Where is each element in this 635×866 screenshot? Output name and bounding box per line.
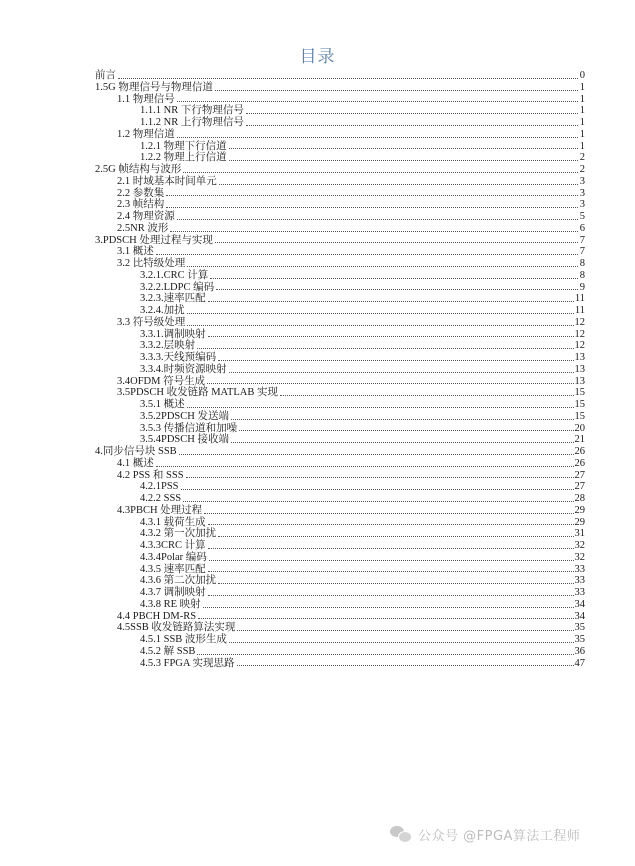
toc-entry[interactable] xyxy=(95,634,585,646)
toc-entry-page-number: 3 xyxy=(579,187,585,199)
toc-entry-label: 4.3.4Polar 编码 xyxy=(140,551,207,563)
toc-entry-label: 4.3.7 调制映射 xyxy=(140,587,206,598)
wechat-icon xyxy=(390,825,412,843)
toc-entry-page-number: 13 xyxy=(574,363,585,375)
table-of-contents xyxy=(95,70,585,669)
toc-entry[interactable] xyxy=(95,117,585,129)
dot-leader xyxy=(239,430,573,431)
toc-entry-label: 4.3.8 RE 映射 xyxy=(140,598,201,610)
toc-entry-label: 1.1.1 NR 下行物理信号 xyxy=(140,105,244,117)
toc-entry-label: 1.1 物理信号 xyxy=(117,93,175,105)
dot-leader xyxy=(209,560,574,561)
toc-entry-label: 4.5.3 FPGA 实现思路 xyxy=(140,657,235,669)
toc-entry-page-number: 27 xyxy=(574,481,585,493)
toc-entry[interactable] xyxy=(95,152,585,164)
toc-entry-label: 4.2.1PSS xyxy=(140,481,179,493)
toc-entry-label: 3.3 符号级处理 xyxy=(117,316,186,328)
toc-entry[interactable] xyxy=(95,329,585,341)
page-title: 目录 xyxy=(299,47,336,67)
toc-entry-page-number: 29 xyxy=(574,504,585,516)
dot-leader xyxy=(203,607,574,608)
toc-entry-label: 4.5.2 解 SSB xyxy=(140,645,196,657)
toc-entry-page-number: 1 xyxy=(579,81,585,93)
dot-leader xyxy=(218,536,573,537)
toc-entry-label: 3.5PDSCH 收发链路 MATLAB 实现 xyxy=(117,387,279,399)
toc-entry[interactable] xyxy=(95,481,585,493)
toc-entry[interactable] xyxy=(95,293,585,305)
toc-entry[interactable] xyxy=(95,246,585,258)
dot-leader xyxy=(197,348,573,349)
toc-entry-label: 4.3.5 速率匹配 xyxy=(140,563,206,575)
toc-entry[interactable] xyxy=(95,458,585,470)
toc-entry[interactable] xyxy=(95,470,585,482)
toc-entry[interactable] xyxy=(95,423,585,435)
toc-entry-label: 3.PDSCH 处理过程与实现 xyxy=(95,234,213,246)
toc-entry[interactable] xyxy=(95,622,585,634)
toc-entry-label: 3.2.1.CRC 计算 xyxy=(140,269,209,281)
dot-leader xyxy=(186,477,574,478)
toc-entry-label: 3.5.1 概述 xyxy=(140,399,185,410)
dot-leader xyxy=(204,513,573,514)
toc-entry-page-number: 0 xyxy=(579,70,585,81)
toc-entry[interactable] xyxy=(95,646,585,658)
toc-entry[interactable] xyxy=(95,399,585,411)
toc-entry-page-number: 32 xyxy=(574,540,585,551)
toc-entry-page-number: 8 xyxy=(579,258,585,269)
toc-entry[interactable] xyxy=(95,129,585,141)
dot-leader xyxy=(246,113,578,114)
toc-entry[interactable] xyxy=(95,223,585,235)
toc-entry-label: 1.5G 物理信号与物理信道 xyxy=(95,81,213,93)
toc-entry[interactable] xyxy=(95,211,585,223)
toc-entry-page-number: 34 xyxy=(574,598,585,610)
toc-entry[interactable] xyxy=(95,270,585,282)
toc-entry-page-number: 28 xyxy=(574,493,585,504)
toc-entry[interactable] xyxy=(95,105,585,117)
toc-entry-page-number: 27 xyxy=(574,469,585,481)
toc-entry-page-number: 11 xyxy=(574,293,585,305)
toc-entry-label: 4.同步信号块 SSB xyxy=(95,446,177,457)
dot-leader xyxy=(183,172,578,173)
toc-entry-page-number: 1 xyxy=(579,93,585,105)
toc-entry-page-number: 12 xyxy=(574,316,585,328)
dot-leader xyxy=(216,289,578,290)
toc-entry[interactable] xyxy=(95,505,585,517)
toc-entry[interactable] xyxy=(95,94,585,106)
toc-entry-page-number: 1 xyxy=(579,117,585,128)
toc-entry-page-number: 32 xyxy=(574,551,585,563)
toc-entry[interactable] xyxy=(95,317,585,329)
dot-leader xyxy=(246,125,578,126)
toc-entry-label: 4.3.2 第一次加扰 xyxy=(140,528,217,540)
toc-entry-page-number: 7 xyxy=(579,234,585,246)
toc-entry-label: 3.2 比特级处理 xyxy=(117,258,186,269)
toc-entry-label: 3.3.1.调制映射 xyxy=(140,328,206,340)
dot-leader xyxy=(208,595,574,596)
toc-entry[interactable] xyxy=(95,517,585,529)
toc-entry[interactable] xyxy=(95,235,585,247)
toc-entry-page-number: 3 xyxy=(579,199,585,211)
toc-entry-label: 3.3.4.时频资源映射 xyxy=(140,363,227,375)
dot-leader xyxy=(181,489,574,490)
dot-leader xyxy=(219,184,578,185)
toc-entry[interactable] xyxy=(95,575,585,587)
toc-entry-label: 4.3.1 载荷生成 xyxy=(140,516,206,528)
toc-entry-label: 4.3.3CRC 计算 xyxy=(140,540,206,551)
dot-leader xyxy=(187,313,574,314)
toc-entry-label: 4.3PBCH 处理过程 xyxy=(117,504,203,516)
toc-entry-label: 4.3.6 第二次加扰 xyxy=(140,575,217,587)
toc-entry[interactable] xyxy=(95,658,585,670)
toc-entry-label: 3.4OFDM 符号生成 xyxy=(117,375,206,387)
toc-entry-page-number: 47 xyxy=(574,657,585,669)
toc-entry[interactable] xyxy=(95,305,585,317)
toc-entry[interactable] xyxy=(95,611,585,623)
toc-entry-page-number: 36 xyxy=(574,645,585,657)
toc-entry[interactable] xyxy=(95,70,585,82)
toc-entry[interactable] xyxy=(95,493,585,505)
toc-entry-page-number: 1 xyxy=(579,105,585,117)
dot-leader xyxy=(187,325,573,326)
toc-entry[interactable] xyxy=(95,564,585,576)
toc-entry-label: 2.3 帧结构 xyxy=(117,199,165,211)
toc-entry-page-number: 20 xyxy=(574,422,585,434)
toc-entry-page-number: 1 xyxy=(579,128,585,140)
toc-entry[interactable] xyxy=(95,164,585,176)
toc-entry-page-number: 15 xyxy=(574,399,585,410)
toc-entry[interactable] xyxy=(95,176,585,188)
dot-leader xyxy=(218,583,573,584)
dot-leader xyxy=(208,571,574,572)
toc-entry-label: 2.5G 帧结构与波形 xyxy=(95,164,182,175)
dot-leader xyxy=(166,207,578,208)
dot-leader xyxy=(229,160,578,161)
toc-entry-page-number: 29 xyxy=(574,516,585,528)
toc-entry[interactable] xyxy=(95,599,585,611)
dot-leader xyxy=(170,231,578,232)
toc-entry-label: 4.5SSB 收发链路算法实现 xyxy=(117,622,236,634)
toc-entry-page-number: 12 xyxy=(574,340,585,352)
toc-entry-page-number: 2 xyxy=(579,164,585,175)
toc-entry-label: 1.2.2 物理上行信道 xyxy=(140,152,227,164)
toc-entry-page-number: 33 xyxy=(574,563,585,575)
toc-entry-page-number: 26 xyxy=(574,457,585,469)
watermark xyxy=(390,822,630,846)
watermark-text: 公众号 @FPGA算法工程师 xyxy=(418,828,581,844)
toc-entry-page-number: 15 xyxy=(574,387,585,399)
toc-entry-label: 4.2 PSS 和 SSS xyxy=(117,469,184,481)
dot-leader xyxy=(229,642,574,643)
toc-entry[interactable] xyxy=(95,258,585,270)
toc-entry[interactable] xyxy=(95,188,585,200)
toc-entry[interactable] xyxy=(95,376,585,388)
toc-entry-page-number: 21 xyxy=(574,434,585,446)
toc-entry[interactable] xyxy=(95,352,585,364)
toc-entry-label: 1.2 物理信道 xyxy=(117,128,175,140)
dot-leader xyxy=(179,454,574,455)
dot-leader xyxy=(187,266,578,267)
toc-entry[interactable] xyxy=(95,199,585,211)
dot-leader xyxy=(229,148,578,149)
toc-entry[interactable] xyxy=(95,528,585,540)
dot-leader xyxy=(118,78,578,79)
toc-entry-label: 2.4 物理资源 xyxy=(117,211,175,222)
toc-entry-label: 4.1 概述 xyxy=(117,457,154,469)
dot-leader xyxy=(229,372,574,373)
toc-entry-label: 2.2 参数集 xyxy=(117,187,165,199)
dot-leader xyxy=(231,419,574,420)
toc-entry-label: 1.2.1 物理下行信道 xyxy=(140,140,227,152)
toc-entry-page-number: 35 xyxy=(574,634,585,645)
toc-entry-page-number: 5 xyxy=(579,211,585,222)
dot-leader xyxy=(177,137,578,138)
toc-entry-page-number: 33 xyxy=(574,587,585,598)
dot-leader xyxy=(207,383,573,384)
toc-entry[interactable] xyxy=(95,387,585,399)
toc-entry[interactable] xyxy=(95,82,585,94)
toc-entry-page-number: 35 xyxy=(574,622,585,634)
toc-entry-page-number: 12 xyxy=(574,328,585,340)
toc-entry-label: 4.4 PBCH DM-RS xyxy=(117,610,197,622)
toc-entry[interactable] xyxy=(95,540,585,552)
dot-leader xyxy=(237,665,574,666)
toc-entry-label: 前言 xyxy=(95,70,116,81)
toc-entry-label: 3.2.2.LDPC 编码 xyxy=(140,281,215,293)
toc-entry-page-number: 9 xyxy=(579,281,585,293)
toc-entry-page-number: 31 xyxy=(574,528,585,540)
toc-entry-page-number: 1 xyxy=(579,140,585,152)
toc-entry-page-number: 7 xyxy=(579,246,585,258)
toc-entry[interactable] xyxy=(95,552,585,564)
toc-entry-label: 3.5.2PDSCH 发送端 xyxy=(140,410,229,422)
dot-leader xyxy=(166,195,578,196)
dot-leader xyxy=(177,219,578,220)
toc-entry-label: 2.1 时域基本时间单元 xyxy=(117,175,217,187)
toc-entry-label: 3.2.4.加扰 xyxy=(140,305,185,316)
toc-entry[interactable] xyxy=(95,340,585,352)
toc-entry[interactable] xyxy=(95,411,585,423)
toc-entry-label: 3.5.3 传播信道和加噪 xyxy=(140,422,238,434)
dot-leader xyxy=(208,524,574,525)
dot-leader xyxy=(208,548,574,549)
dot-leader xyxy=(231,442,574,443)
toc-entry-page-number: 34 xyxy=(574,610,585,622)
toc-entry-label: 3.5.4PDSCH 接收端 xyxy=(140,434,229,446)
dot-leader xyxy=(197,654,573,655)
dot-leader xyxy=(237,630,573,631)
dot-leader xyxy=(208,301,574,302)
toc-entry-label: 1.1.2 NR 上行物理信号 xyxy=(140,117,244,128)
toc-entry[interactable] xyxy=(95,282,585,294)
toc-entry[interactable] xyxy=(95,434,585,446)
toc-entry[interactable] xyxy=(95,141,585,153)
dot-leader xyxy=(210,278,578,279)
dot-leader xyxy=(280,395,573,396)
toc-entry-page-number: 26 xyxy=(574,446,585,457)
toc-entry-page-number: 13 xyxy=(574,352,585,363)
toc-entry-label: 3.3.2.层映射 xyxy=(140,340,196,352)
toc-entry-label: 3.1 概述 xyxy=(117,246,154,258)
toc-entry-label: 2.5NR 波形 xyxy=(117,222,169,234)
dot-leader xyxy=(183,501,573,502)
toc-entry-page-number: 15 xyxy=(574,410,585,422)
dot-leader xyxy=(198,618,573,619)
dot-leader xyxy=(208,336,574,337)
toc-entry-page-number: 6 xyxy=(579,222,585,234)
dot-leader xyxy=(187,407,574,408)
toc-entry-label: 4.2.2 SSS xyxy=(140,493,182,504)
toc-entry-page-number: 3 xyxy=(579,175,585,187)
dot-leader xyxy=(218,360,573,361)
toc-entry-page-number: 11 xyxy=(574,305,585,316)
toc-entry-label: 3.2.3.速率匹配 xyxy=(140,293,206,305)
toc-entry-page-number: 13 xyxy=(574,375,585,387)
dot-leader xyxy=(215,90,578,91)
toc-entry-page-number: 2 xyxy=(579,152,585,164)
dot-leader xyxy=(177,101,578,102)
toc-entry[interactable] xyxy=(95,364,585,376)
toc-entry-label: 3.3.3.天线预编码 xyxy=(140,352,217,363)
dot-leader xyxy=(156,466,574,467)
toc-entry[interactable] xyxy=(95,446,585,458)
toc-entry-label: 4.5.1 SSB 波形生成 xyxy=(140,634,227,645)
toc-entry[interactable] xyxy=(95,587,585,599)
toc-entry-page-number: 8 xyxy=(579,269,585,281)
toc-entry-page-number: 33 xyxy=(574,575,585,587)
dot-leader xyxy=(215,242,578,243)
dot-leader xyxy=(156,254,578,255)
